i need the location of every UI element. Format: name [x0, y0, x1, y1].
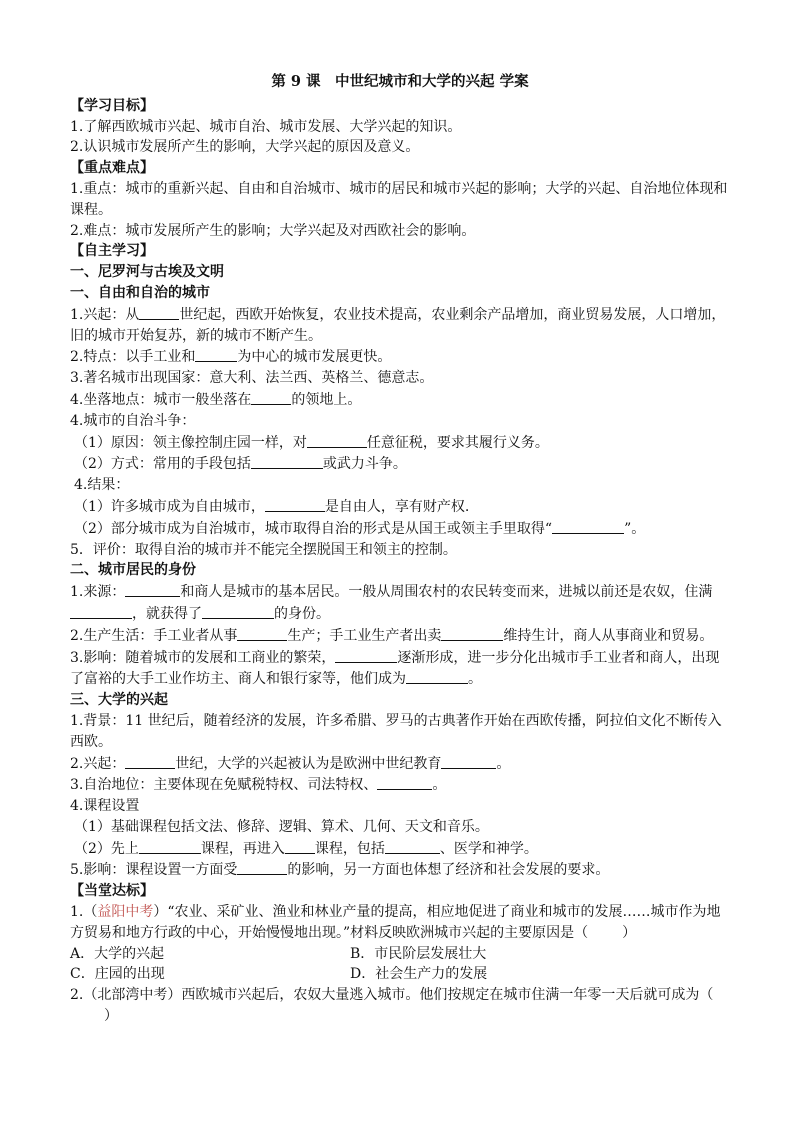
section-2-heading: 二、城市居民的身份 [70, 562, 196, 579]
s1-item-countries: 3.著名城市出现国家：意大利、法兰西、英格兰、德意志。 [70, 370, 434, 387]
key-point-2: 2.难点：城市发展所产生的影响；大学兴起及对西欧社会的影响。 [70, 222, 476, 239]
question-source: 益阳中考 [97, 904, 154, 921]
page-title: 第 9 课 中世纪城市和大学的兴起 学案 [271, 73, 529, 90]
blank-field[interactable] [552, 518, 624, 534]
s3-courses-advanced: （2）先上 课程，再进入 课程，包括 、医学和神学。 [70, 838, 730, 860]
s1-result-1: （1）许多城市成为自由城市， 是自由人，享有财产权. [70, 496, 730, 518]
s3-item-rise: 2.兴起： 世纪，大学的兴起被认为是欧洲中世纪教育 。 [70, 753, 730, 775]
blank-field[interactable] [285, 838, 315, 854]
blank-field[interactable] [377, 774, 432, 790]
s3-item-courses: 4.课程设置 [70, 798, 140, 815]
blank-field[interactable] [441, 753, 496, 769]
blank-field[interactable] [251, 453, 323, 469]
heading-goals: 【学习目标】 [70, 97, 154, 114]
question-2: 2.（北部湾中考）西欧城市兴起后，农奴大量逃入城市。他们按规定在城市住满一年零一天后就可成为（） [70, 987, 714, 1025]
options-row-2 [70, 964, 730, 985]
key-point-1: 1.重点：城市的重新兴起、自由和自治城市、城市的居民和城市兴起的影响；大学的兴起、自治地位体现和课程。 [70, 180, 728, 218]
worksheet-page [70, 72, 730, 1027]
section-1-heading: 一、自由和自治的城市 [70, 284, 210, 301]
blank-field[interactable] [70, 603, 132, 619]
blank-field[interactable] [195, 346, 237, 362]
s2-item-production: 2.生产生活：手工业者从事 生产；手工业生产者出卖 维持生计，商人从事商业和贸易。 [70, 625, 730, 647]
s1-item-struggle: 4.城市的自治斗争： [70, 412, 196, 429]
s1-result-2: （2）部分城市成为自治城市，城市取得自治的形式是从国王或领主手里取得“ ”。 [70, 518, 730, 540]
option-c[interactable]: C．庄园的出现 [70, 966, 165, 983]
s3-courses-basic: （1）基础课程包括文法、修辞、逻辑、算术、几何、天文和音乐。 [74, 818, 489, 835]
blank-field[interactable] [335, 647, 397, 663]
s1-item-location: 4.坐落地点：城市一般坐落在 的领地上。 [70, 389, 730, 411]
s1-struggle-method: （2）方式：常用的手段包括 或武力斗争。 [70, 453, 730, 475]
blank-field[interactable] [139, 304, 179, 320]
blank-field[interactable] [237, 625, 287, 641]
s1-struggle-reason: （1）原因：领主像控制庄园一样，对 任意征税，要求其履行义务。 [70, 432, 730, 454]
section-nile: 一、尼罗河与古埃及文明 [70, 264, 224, 281]
goal-2: 2.认识城市发展所产生的影响，大学兴起的原因及意义。 [70, 139, 420, 156]
blank-field[interactable] [237, 859, 287, 875]
blank-field[interactable] [406, 668, 468, 684]
heading-key-points: 【重点难点】 [70, 160, 154, 177]
question-1: 1.（益阳中考）“农业、采矿业、渔业和林业产量的提高，相应地促进了商业和城市的发展……城市作为地方贸易和地方行政的中心，开始慢慢地出现。”材料反映欧洲城市兴起的主要原因是（ ） [70, 904, 721, 941]
options-row-1 [70, 944, 730, 965]
s3-item-background: 1.背景：11 世纪后，随着经济的发展，许多希腊、罗马的古典著作开始在西欧传播，阿拉伯文化不断传入西欧。 [70, 712, 722, 750]
blank-field[interactable] [307, 432, 367, 448]
s1-item-evaluation: 5．评价：取得自治的城市并不能完全摆脱国王和领主的控制。 [70, 541, 457, 558]
blank-field[interactable] [139, 838, 201, 854]
blank-field[interactable] [265, 496, 325, 512]
option-d[interactable]: D．社会生产力的发展 [350, 966, 488, 983]
s2-item-impact: 3.影响：随着城市的发展和工商业的繁荣， 逐渐形成，进一步分化出城市手工业者和商人，出现了富裕的大手工业作坊主、商人和银行家等，他们成为 。 [70, 647, 730, 691]
blank-field[interactable] [202, 603, 274, 619]
s3-item-autonomy: 3.自治地位：主要体现在免赋税特权、司法特权、 。 [70, 774, 730, 796]
s1-item-rise: 1.兴起：从 世纪起，西欧开始恢复，农业技术提高，农业剩余产品增加，商业贸易发展，人口增加，旧的城市开始复苏，新的城市不断产生。 [70, 304, 730, 347]
heading-in-class: 【当堂达标】 [70, 883, 154, 900]
section-3-heading: 三、大学的兴起 [70, 692, 168, 709]
option-a[interactable]: A．大学的兴起 [70, 945, 165, 962]
s2-item-source: 1.来源： 和商人是城市的基本居民。一般从周围农村的农民转变而来，进城以前还是农奴，住满，就获得了 的身份。 [70, 581, 730, 625]
s3-item-impact: 5.影响：课程设置一方面受 的影响，另一方面也体想了经济和社会发展的要求。 [70, 859, 730, 881]
heading-self-study: 【自主学习】 [70, 243, 154, 260]
blank-field[interactable] [125, 753, 175, 769]
blank-field[interactable] [251, 389, 291, 405]
option-b[interactable]: B．市民阶层发展壮大 [350, 945, 487, 962]
s1-item-result: 4.结果： [74, 477, 130, 494]
s1-item-feature: 2.特点：以手工业和 为中心的城市发展更快。 [70, 346, 730, 368]
blank-field[interactable] [385, 838, 440, 854]
goal-1: 1.了解西欧城市兴起、城市自治、城市发展、大学兴起的知识。 [70, 118, 462, 135]
blank-field[interactable] [125, 581, 180, 597]
blank-field[interactable] [441, 625, 503, 641]
